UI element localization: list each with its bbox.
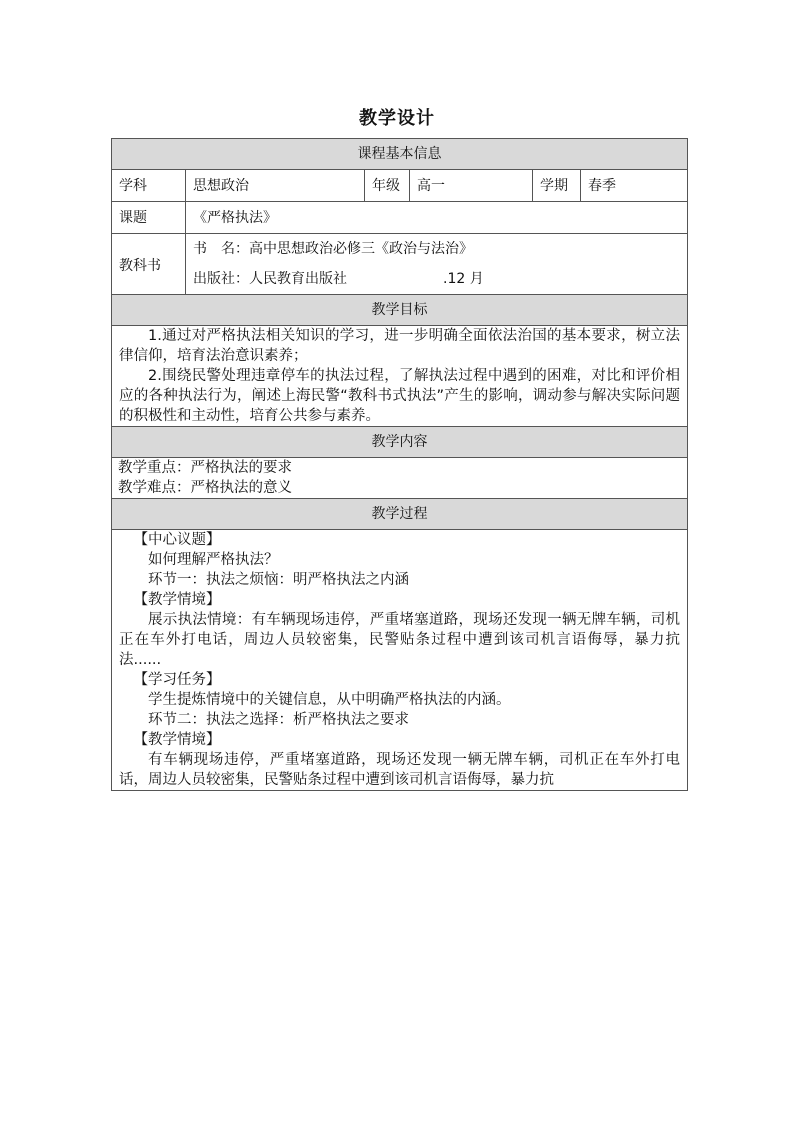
textbook-info [186,234,688,295]
section-basic-info: 课程基本信息 [112,139,688,170]
situation-2: 有车辆现场违停，严重堵塞道路，现场还发现一辆无牌车辆，司机正在车外打电话，周边人员较密集，民警贴条过程中遭到该司机言语侮辱，暴力抗 [119,752,680,788]
textbook-publisher: 出版社：人民教育出版社 [193,271,347,287]
task-1: 学生提炼情境中的关键信息，从中明确严格执法的内涵。 [148,692,511,708]
process-cell [112,530,688,791]
central-issue-tag: 【中心议题】 [133,532,221,548]
situation-1: 展示执法情境：有车辆现场违停，严重堵塞道路，现场还发现一辆无牌车辆，司机正在车外打电话，周边人员较密集，民警贴条过程中遭到该司机言语侮辱，暴力抗法...... [119,612,680,668]
situation-tag-1: 【教学情境】 [133,592,221,608]
stage-one: 环节一：执法之烦恼：明严格执法之内涵 [148,572,409,588]
task-tag: 【学习任务】 [133,672,221,688]
key-point: 教学重点：严格执法的要求 [118,460,292,476]
grade-label: 年级 [365,170,410,202]
lesson-plan-table [111,138,688,791]
central-issue: 如何理解严格执法？ [148,552,279,568]
textbook-publisher-line [193,264,680,294]
subject-label: 学科 [112,170,186,202]
goal-item: 1.通过对严格执法相关知识的学习，进一步明确全面依法治国的基本要求，树立法律信仰，培育法治意识素养； [119,328,680,364]
goals-cell [112,326,688,427]
grade-value: 高一 [410,170,533,202]
term-label: 学期 [533,170,581,202]
section-process: 教学过程 [112,499,688,530]
topic-label: 课题 [112,202,186,234]
situation-tag-2: 【教学情境】 [133,732,221,748]
section-goals: 教学目标 [112,295,688,326]
content-cell [112,458,688,499]
topic-value: 《严格执法》 [186,202,688,234]
page-title: 教学设计 [359,108,435,129]
section-content: 教学内容 [112,427,688,458]
goal-item: 2.围绕民警处理违章停车的执法过程，了解执法过程中遇到的困难，对比和评价相应的各种执法行为，阐述上海民警“教科书式执法”产生的影响，调动参与解决实际问题的积极性和主动性，培育公共参与素养。 [119,368,680,424]
textbook-name: 书 名：高中思想政治必修三《政治与法治》 [193,241,473,257]
difficult-point: 教学难点：严格执法的意义 [118,480,292,496]
stage-two: 环节二：执法之选择：析严格执法之要求 [148,712,409,728]
subject-value: 思想政治 [186,170,365,202]
term-value: 春季 [581,170,688,202]
textbook-label: 教科书 [112,234,186,295]
textbook-date: .12 月 [443,271,484,287]
